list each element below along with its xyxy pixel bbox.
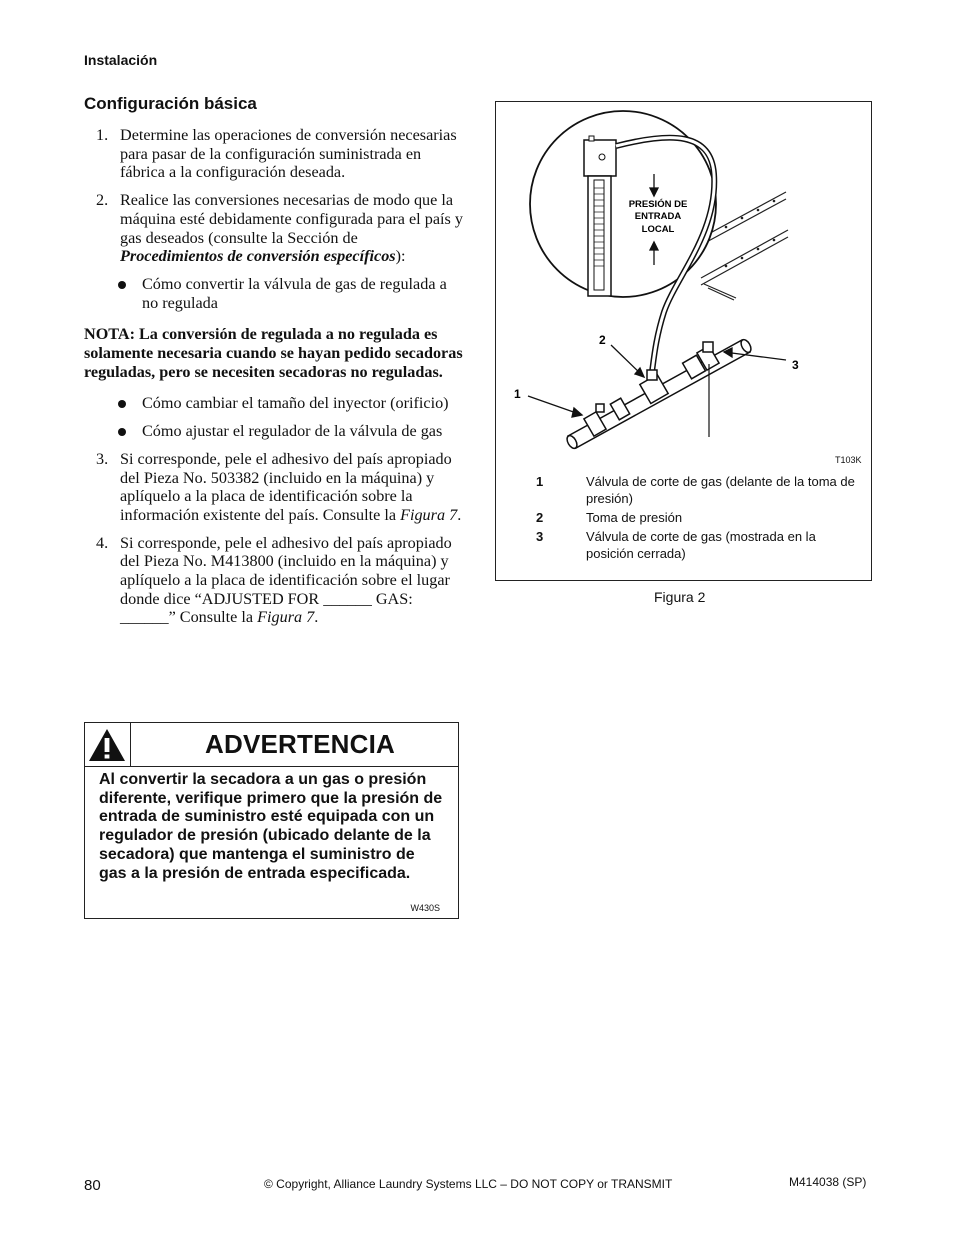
warning-code: W430S bbox=[410, 903, 440, 913]
bullet-icon bbox=[118, 281, 126, 289]
step-text: Realice las conversiones necesarias de modo que la máquina esté debidamente configurada para el país y gas deseados (consulte la Sección de bbox=[120, 191, 463, 247]
note-text: NOTA: La conversión de regulada a no regulada es solamente necesaria cuando se hayan pedido secadoras reguladas, pero se necesiten secadoras no reguladas. bbox=[84, 325, 463, 381]
legend-text: Válvula de corte de gas (mostrada en la posición cerrada) bbox=[586, 529, 816, 561]
warning-box bbox=[84, 722, 459, 919]
page-number: 80 bbox=[84, 1177, 101, 1194]
step-text-end: . bbox=[457, 505, 462, 524]
step-text: Si corresponde, pele el adhesivo del país apropiado del Pieza No. M413800 (incluido en la máquina) y aplíquelo a la placa de identificación sobre el lugar donde dice “ADJUSTED FOR ______ GAS: ______” Consulte la bbox=[120, 533, 452, 627]
bullet-item bbox=[84, 394, 464, 413]
figure-code: T103K bbox=[835, 455, 862, 465]
bullet-icon bbox=[118, 428, 126, 436]
warning-text: Al convertir la secadora a un gas o presión diferente, verifique primero que la presión de entrada de suministro esté equipada con un regulador de presión (ubicado delante de la secadora) que mantenga el suministro de gas a la presión de entrada especificada. bbox=[99, 771, 443, 882]
section-label: Instalación bbox=[84, 52, 158, 68]
callout-1: 1 bbox=[514, 387, 521, 401]
step-number: 1. bbox=[96, 126, 109, 144]
legend-number: 1 bbox=[536, 474, 544, 489]
figure-reference: Figura 7 bbox=[400, 505, 458, 524]
step-number: 2. bbox=[96, 191, 109, 210]
step-text: Determine las operaciones de conversión necesarias para pasar de la configuración suministrada en fábrica a la configuración deseada. bbox=[120, 126, 457, 182]
step-1 bbox=[84, 126, 464, 182]
bullet-text: Cómo convertir la válvula de gas de regulada a no regulada bbox=[142, 274, 447, 312]
page-heading: Configuración básica bbox=[84, 94, 257, 113]
section-reference: Procedimientos de conversión específicos bbox=[120, 247, 396, 266]
bullet-text: Cómo ajustar el regulador de la válvula de gas bbox=[142, 422, 443, 441]
bullet-item bbox=[84, 422, 464, 441]
warning-header bbox=[85, 723, 458, 767]
legend-text: Toma de presión bbox=[586, 510, 683, 525]
warning-triangle-icon bbox=[87, 727, 127, 763]
pressure-label-line2: ENTRADA bbox=[634, 211, 682, 222]
figure-caption: Figura 2 bbox=[654, 589, 706, 605]
step-text: Si corresponde, pele el adhesivo del país apropiado del Pieza No. 503382 (incluido en la máquina) y aplíquelo a la placa de identificación sobre la información existente del país. Consulte la bbox=[120, 449, 452, 524]
pressure-label-line1: PRESIÓN DE bbox=[628, 199, 688, 210]
step-number: 4. bbox=[96, 533, 109, 552]
bullet-text: Cómo cambiar el tamaño del inyector (orificio) bbox=[142, 394, 449, 413]
step-text-end: . bbox=[314, 608, 319, 627]
pressure-label-line3: LOCAL bbox=[641, 224, 675, 235]
bullet-icon bbox=[118, 400, 126, 408]
copyright-notice: © Copyright, Alliance Laundry Systems LLC – DO NOT COPY or TRANSMIT bbox=[264, 1177, 673, 1191]
warning-icon-cell bbox=[85, 723, 131, 766]
legend-row bbox=[534, 473, 864, 507]
warning-title: ADVERTENCIA bbox=[205, 729, 395, 759]
bullet-item bbox=[84, 275, 464, 312]
figure-box bbox=[495, 101, 872, 581]
figure-reference: Figura 7 bbox=[257, 608, 315, 627]
legend-row bbox=[534, 509, 864, 526]
callout-3: 3 bbox=[792, 358, 799, 372]
figure-legend bbox=[534, 473, 864, 564]
step-3 bbox=[84, 450, 464, 525]
document-number: M414038 (SP) bbox=[789, 1175, 867, 1189]
legend-text: Válvula de corte de gas (delante de la toma de presión) bbox=[586, 474, 855, 506]
instructions-column bbox=[84, 126, 464, 636]
step-text-end: ): bbox=[395, 247, 406, 266]
legend-row bbox=[534, 528, 864, 562]
legend-number: 2 bbox=[536, 510, 544, 525]
gas-valve-illustration bbox=[496, 102, 871, 467]
legend-number: 3 bbox=[536, 529, 544, 544]
step-2 bbox=[84, 191, 464, 266]
step-4 bbox=[84, 534, 464, 628]
step-number: 3. bbox=[96, 449, 109, 468]
callout-2: 2 bbox=[599, 333, 606, 347]
